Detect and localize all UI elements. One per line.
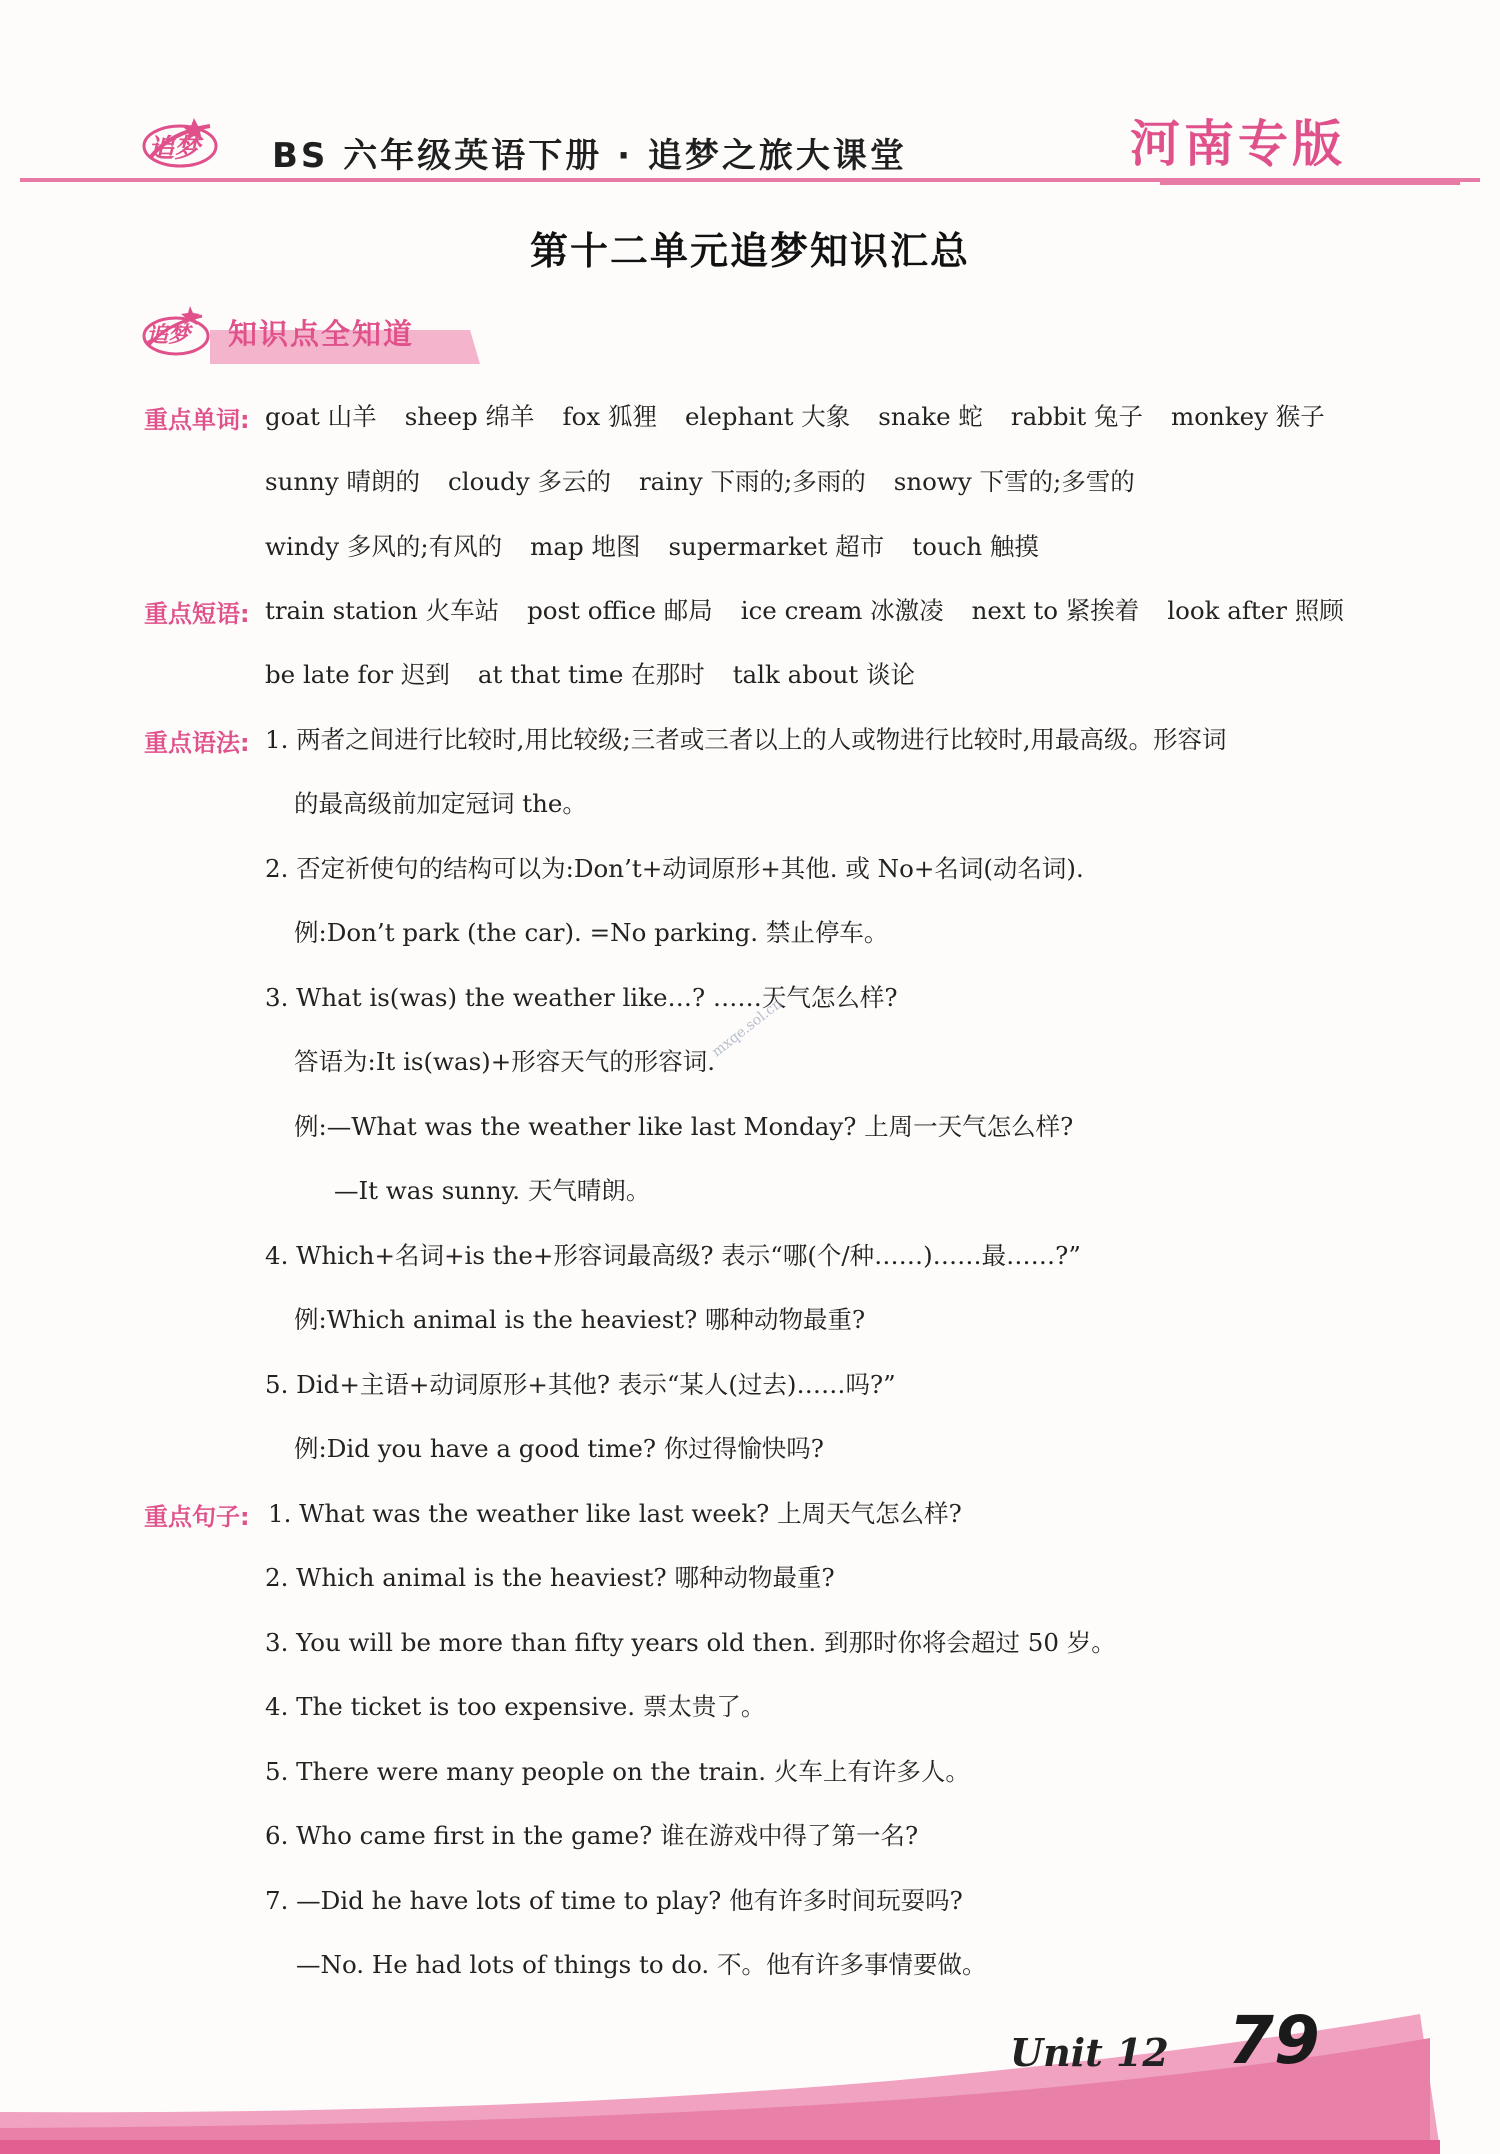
vocab-item: goat 山羊 (265, 402, 377, 431)
sentence-line: 5. There were many people on the train. 火车上有许多人。 (265, 1757, 970, 1786)
vocab-item: rainy 下雨的;多雨的 (638, 467, 866, 496)
banner-logo-text: 追梦 (146, 323, 191, 348)
vocab-item: snowy 下雪的;多雪的 (893, 467, 1135, 496)
grammar-line: 答语为:It is(was)+形容天气的形容词. (294, 1047, 716, 1076)
sentence-line: 4. The ticket is too expensive. 票太贵了。 (265, 1692, 766, 1721)
sentence-line: —No. He had lots of things to do. 不。他有许多事情要做。 (296, 1950, 987, 1979)
edition-badge: 河南专版 (1130, 115, 1346, 173)
phrase-item: train station 火车站 (265, 596, 500, 625)
header-divider (20, 176, 1480, 186)
page-number: 79 (1228, 2002, 1320, 2079)
phrase-item: at that time 在那时 (477, 660, 705, 689)
vocab-row-1 (265, 398, 1353, 433)
grammar-example: 例:—What was the weather like last Monday? 上周一天气怎么样? (294, 1112, 1074, 1141)
grammar-line: 的最高级前加定冠词 the。 (294, 789, 587, 818)
vocab-item: windy 多风的;有风的 (265, 532, 503, 561)
vocab-item: monkey 猴子 (1171, 402, 1325, 431)
phrase-item: next to 紧挨着 (971, 596, 1140, 625)
phrase-item: ice cream 冰激凌 (740, 596, 944, 625)
header-logo-text: 追梦 (148, 134, 201, 164)
phrase-item: post office 邮局 (527, 596, 713, 625)
vocab-item: snake 蛇 (878, 402, 983, 431)
watermark: mxqe.sol.cn (709, 995, 786, 1061)
phrase-item: be late for 迟到 (265, 660, 450, 689)
unit-label: Unit 12 (1010, 2030, 1169, 2075)
grammar-label: 重点语法: (144, 729, 250, 757)
vocab-item: sheep 绵羊 (404, 402, 535, 431)
vocab-item: cloudy 多云的 (448, 467, 611, 496)
vocab-item: fox 狐狸 (562, 402, 657, 431)
grammar-example: 例:Don’t park (the car). =No parking. 禁止停车。 (294, 918, 889, 947)
vocab-row-2 (265, 463, 1163, 498)
sentence-line: 3. You will be more than fifty years old then. 到那时你将会超过 50 岁。 (265, 1628, 1116, 1657)
phrase-item: talk about 谈论 (732, 660, 916, 689)
sentence-line: 6. Who came first in the game? 谁在游戏中得了第一名? (265, 1821, 919, 1850)
sentence-line: 2. Which animal is the heaviest? 哪种动物最重? (265, 1563, 835, 1592)
vocab-item: map 地图 (530, 532, 641, 561)
vocab-item: sunny 晴朗的 (265, 467, 421, 496)
sentence-line: 1. What was the weather like last week? 上周天气怎么样? (268, 1499, 962, 1528)
vocab-row-3 (265, 528, 1067, 563)
grammar-line: 5. Did+主语+动词原形+其他? 表示“某人(过去)……吗?” (265, 1370, 896, 1399)
sentences-label: 重点句子: (144, 1503, 250, 1531)
grammar-example: 例:Which animal is the heaviest? 哪种动物最重? (294, 1305, 866, 1334)
grammar-example: 例:Did you have a good time? 你过得愉快吗? (294, 1434, 824, 1463)
phrases-label: 重点短语: (144, 600, 250, 628)
section-title: 知识点全知道 (228, 317, 415, 351)
phrase-item: look after 照顾 (1167, 596, 1344, 625)
grammar-line: 1. 两者之间进行比较时,用比较级;三者或三者以上的人或物进行比较时,用最高级。形容词 (265, 725, 1227, 754)
sentence-line: 7. —Did he have lots of time to play? 他有许多时间玩耍吗? (265, 1886, 963, 1915)
vocab-item: rabbit 兔子 (1010, 402, 1144, 431)
grammar-line: 2. 否定祈使句的结构可以为:Don’t+动词原形+其他. 或 No+名词(动名词). (265, 854, 1084, 883)
vocab-item: touch 触摸 (912, 532, 1039, 561)
grammar-line: 3. What is(was) the weather like…? ……天气怎么样? (265, 983, 898, 1012)
phrases-row-1 (265, 592, 1372, 627)
grammar-line: 4. Which+名词+is the+形容词最高级? 表示“哪(个/种……)……最……?” (265, 1241, 1081, 1270)
vocab-item: elephant 大象 (684, 402, 851, 431)
book-title: BS 六年级英语下册 · 追梦之旅大课堂 (272, 136, 907, 176)
page-title: 第十二单元追梦知识汇总 (529, 228, 970, 273)
grammar-example: —It was sunny. 天气晴朗。 (334, 1176, 651, 1205)
phrases-row-2 (265, 656, 943, 691)
vocab-label: 重点单词: (144, 406, 250, 434)
vocab-item: supermarket 超市 (668, 532, 885, 561)
